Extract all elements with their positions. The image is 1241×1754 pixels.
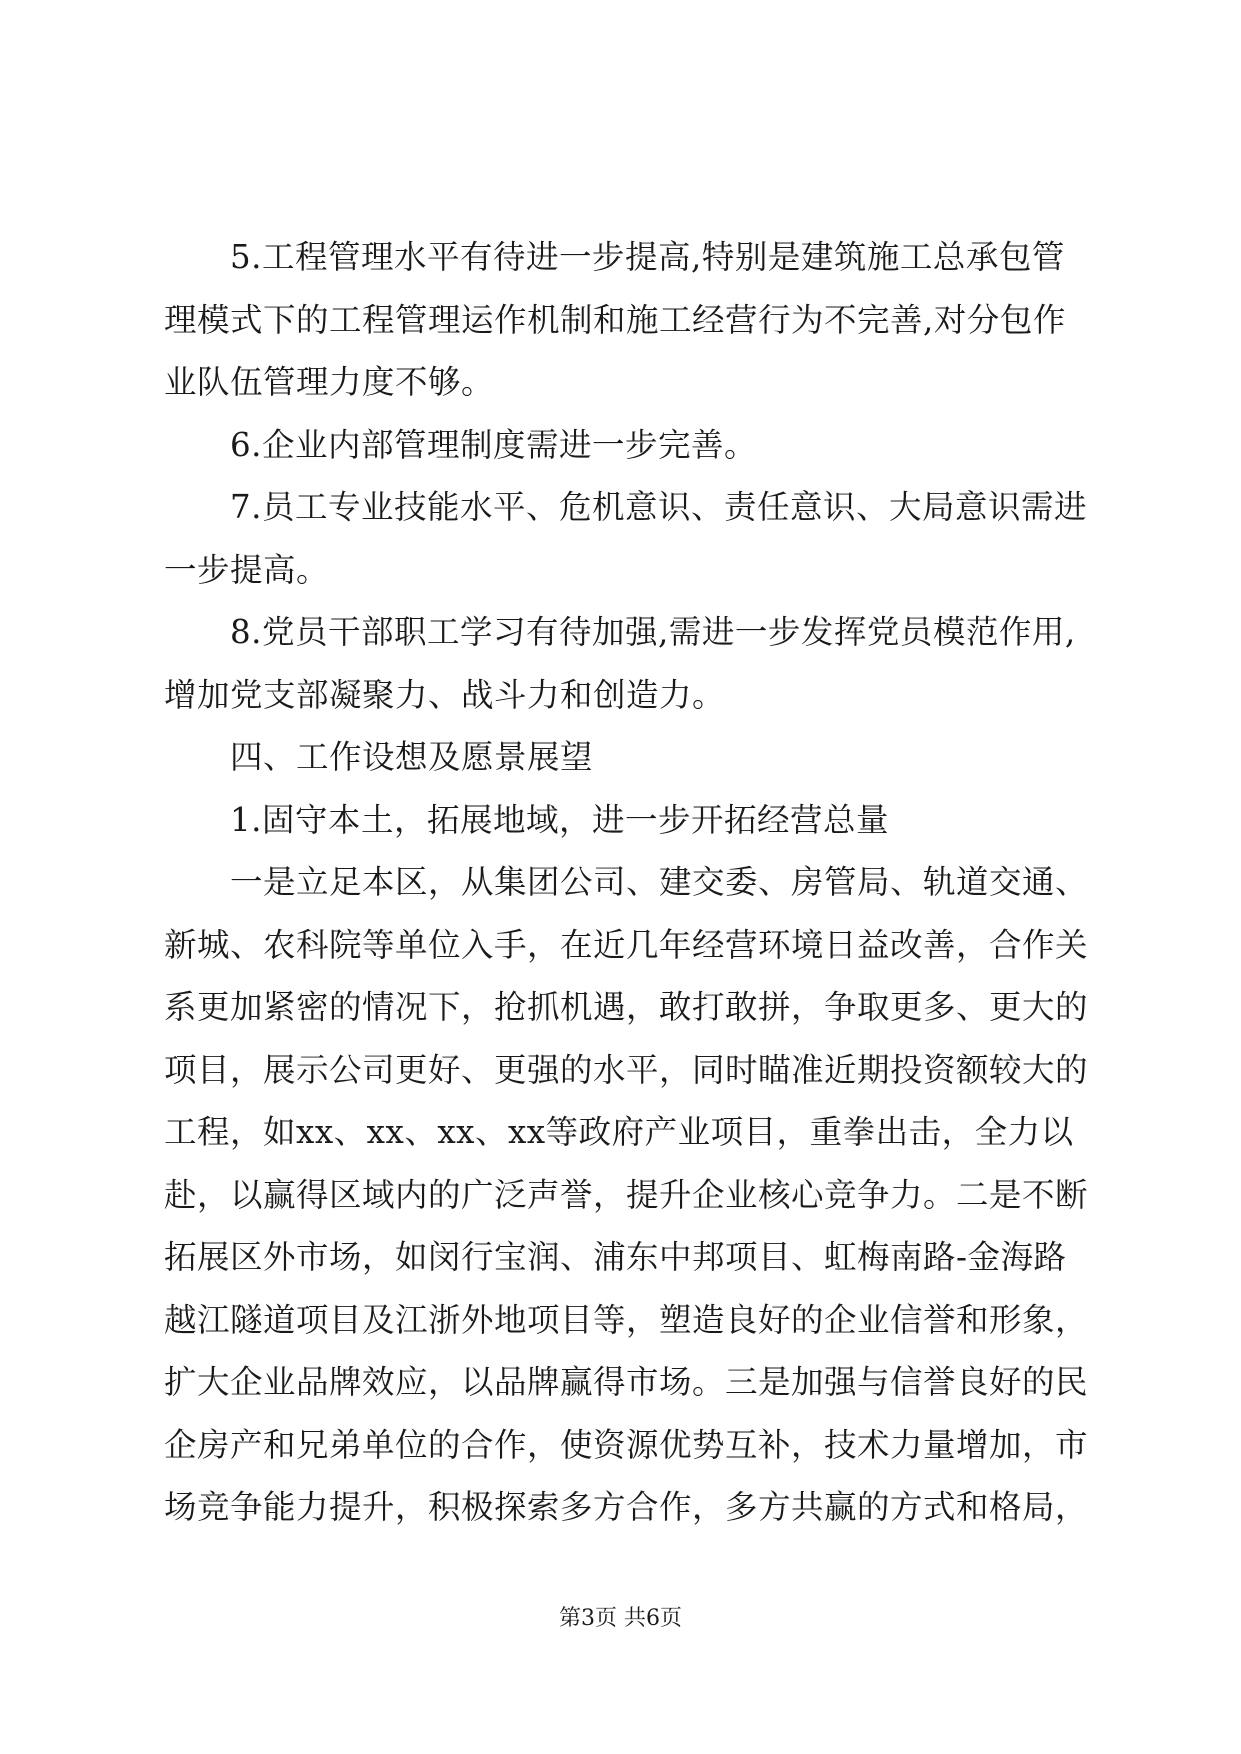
paragraph-line: 扩大企业品牌效应，以品牌赢得市场。三是加强与信誉良好的民 bbox=[164, 1363, 1089, 1401]
paragraph-line: 场竞争能力提升，积极探索多方合作，多方共赢的方式和格局， bbox=[164, 1488, 1089, 1526]
document-body bbox=[164, 226, 1089, 1539]
paragraph-line: 新城、农科院等单位入手，在近几年经营环境日益改善，合作关 bbox=[164, 925, 1089, 964]
paragraph-line: 8.党员干部职工学习有待加强,需进一步发挥党员模范作用, bbox=[230, 613, 1076, 651]
paragraph-line: 工程，如xx、xx、xx、xx等政府产业项目，重拳出击，全力以 bbox=[164, 1113, 1074, 1151]
page-number-footer: 第3页 共6页 bbox=[559, 1606, 682, 1631]
paragraph-line: 赴，以赢得区域内的广泛声誉，提升企业核心竞争力。二是不断 bbox=[164, 1175, 1089, 1214]
paragraph-line: 一步提高。 bbox=[164, 550, 330, 589]
paragraph-line: 增加党支部凝聚力、战斗力和创造力。 bbox=[164, 675, 726, 714]
paragraph-line: 拓展区外市场，如闵行宝润、浦东中邦项目、虹梅南路-金海路 bbox=[164, 1238, 1067, 1276]
subsection-heading: 1.固守本土，拓展地域，进一步开拓经营总量 bbox=[230, 800, 890, 839]
paragraph-line: 理模式下的工程管理运作机制和施工经营行为不完善,对分包作 bbox=[164, 300, 1066, 339]
paragraph-line: 一是立足本区，从集团公司、建交委、房管局、轨道交通、 bbox=[230, 863, 1089, 901]
paragraph-line: 6.企业内部管理制度需进一步完善。 bbox=[230, 425, 758, 464]
paragraph-line: 系更加紧密的情况下，抢抓机遇，敢打敢拼，争取更多、更大的 bbox=[164, 988, 1089, 1026]
paragraph-line: 越江隧道项目及江浙外地项目等，塑造良好的企业信誉和形象， bbox=[164, 1300, 1089, 1339]
paragraph-line: 业队伍管理力度不够。 bbox=[164, 363, 495, 401]
paragraph-line: 5.工程管理水平有待进一步提高,特别是建筑施工总承包管 bbox=[230, 238, 1065, 276]
paragraph-line: 企房产和兄弟单位的合作，使资源优势互补，技术力量增加，市 bbox=[164, 1425, 1089, 1464]
section-heading: 四、工作设想及愿景展望 bbox=[230, 738, 594, 776]
paragraph-line: 7.员工专业技能水平、危机意识、责任意识、大局意识需进 bbox=[230, 488, 1088, 526]
paragraph-line: 项目，展示公司更好、更强的水平，同时瞄准近期投资额较大的 bbox=[164, 1050, 1089, 1089]
